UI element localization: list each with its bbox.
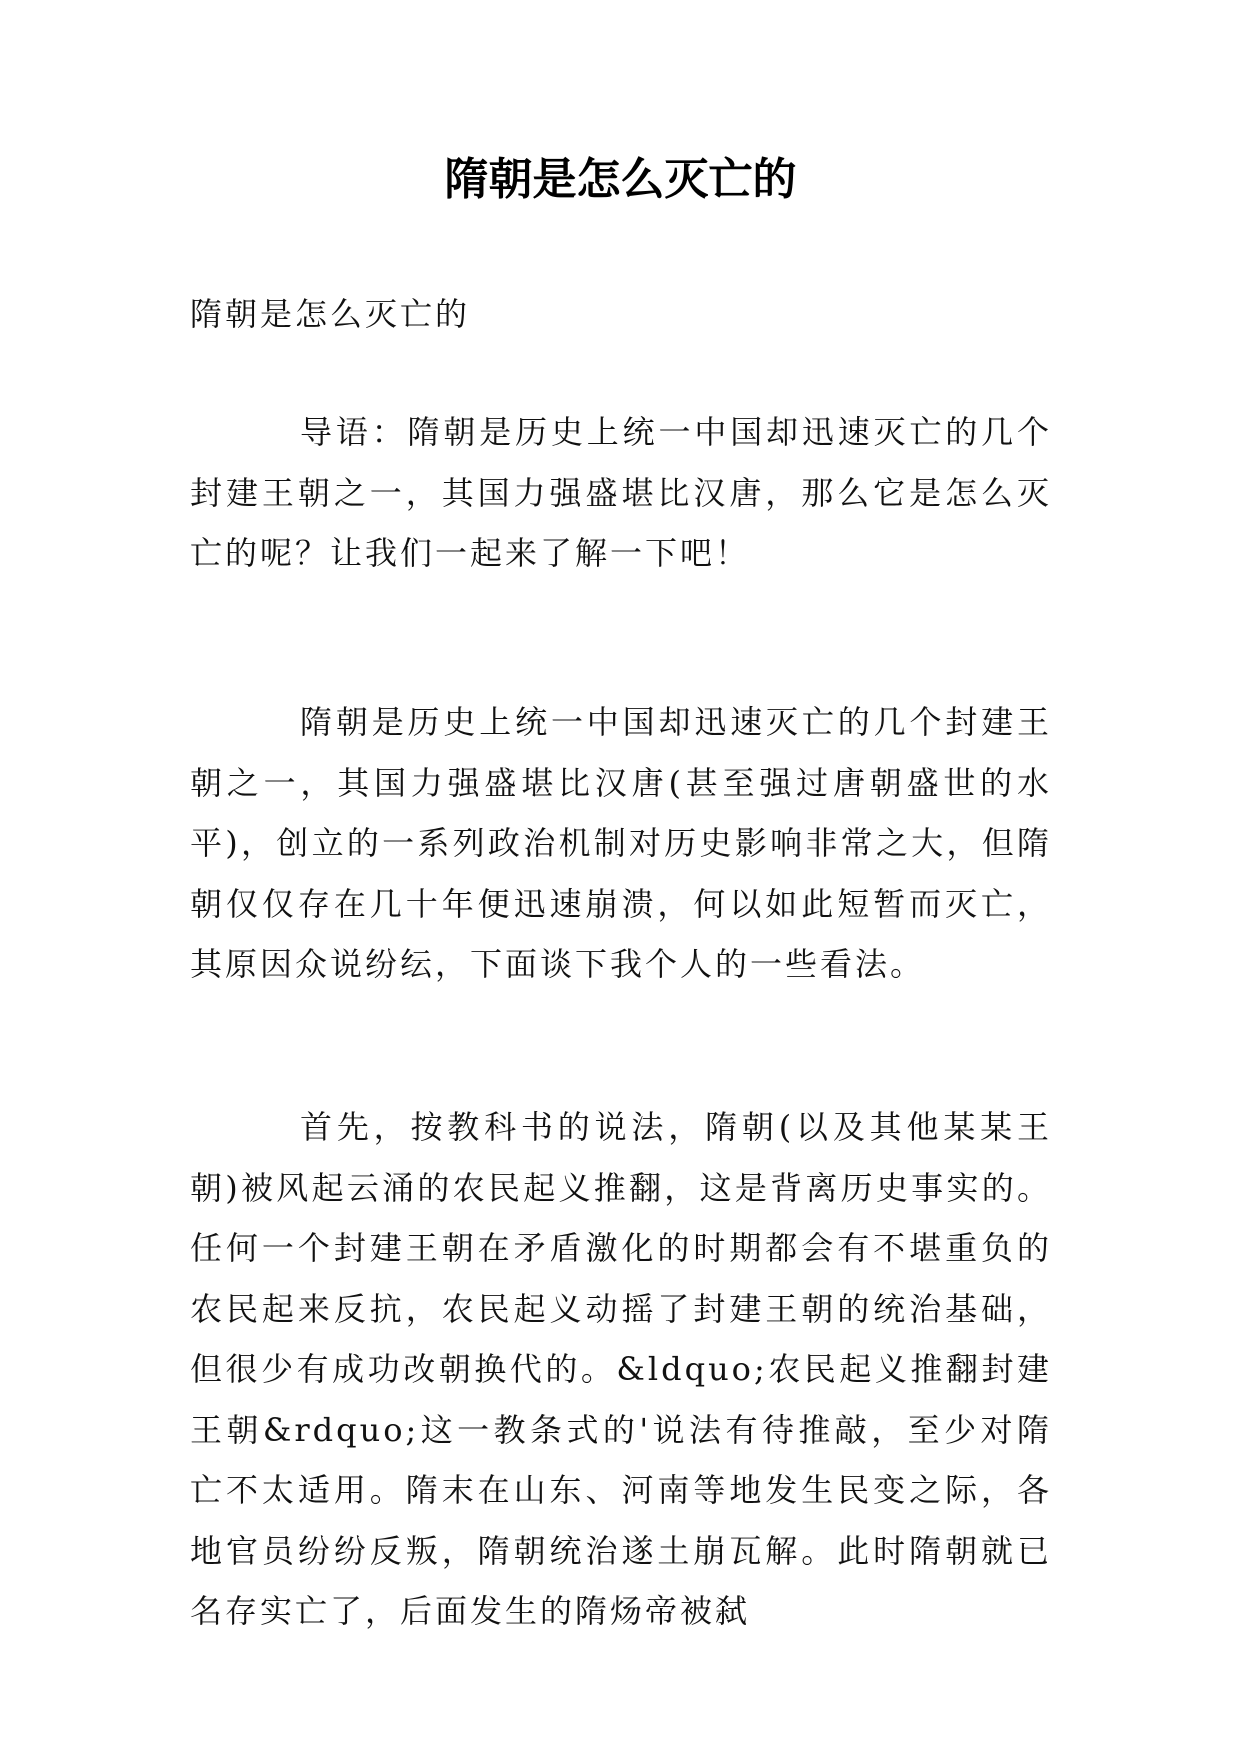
document-subtitle: 隋朝是怎么灭亡的 [190, 295, 471, 333]
document-title: 隋朝是怎么灭亡的 [444, 154, 797, 205]
paragraph-intro: 导语：隋朝是历史上统一中国却迅速灭亡的几个封建王朝之一，其国力强盛堪比汉唐，那么它是怎么灭亡的呢？让我们一起来了解一下吧！ [190, 413, 1052, 572]
paragraph-first-point: 首先，按教科书的说法，隋朝(以及其他某某王朝)被风起云涌的农民起义推翻，这是背离历史事实的。任何一个封建王朝在矛盾激化的时期都会有不堪重负的农民起来反抗，农民起义动摇了封建王朝的统治基础，但很少有成功改朝换代的。&ldquo;农民起义推翻封建王朝&rdquo;这一教条式的'说法有待推敲，至少对隋亡不太适用。隋末在山东、河南等地发生民变之际，各地官员纷纷反叛，隋朝统治遂土崩瓦解。此时隋朝就已名存实亡了，后面发生的隋炀帝被弑 [190, 1108, 1052, 1630]
paragraph-overview: 隋朝是历史上统一中国却迅速灭亡的几个封建王朝之一，其国力强盛堪比汉唐(甚至强过唐朝盛世的水平)，创立的一系列政治机制对历史影响非常之大，但隋朝仅仅存在几十年便迅速崩溃，何以如此短暂而灭亡，其原因众说纷纭，下面谈下我个人的一些看法。 [190, 703, 1052, 983]
